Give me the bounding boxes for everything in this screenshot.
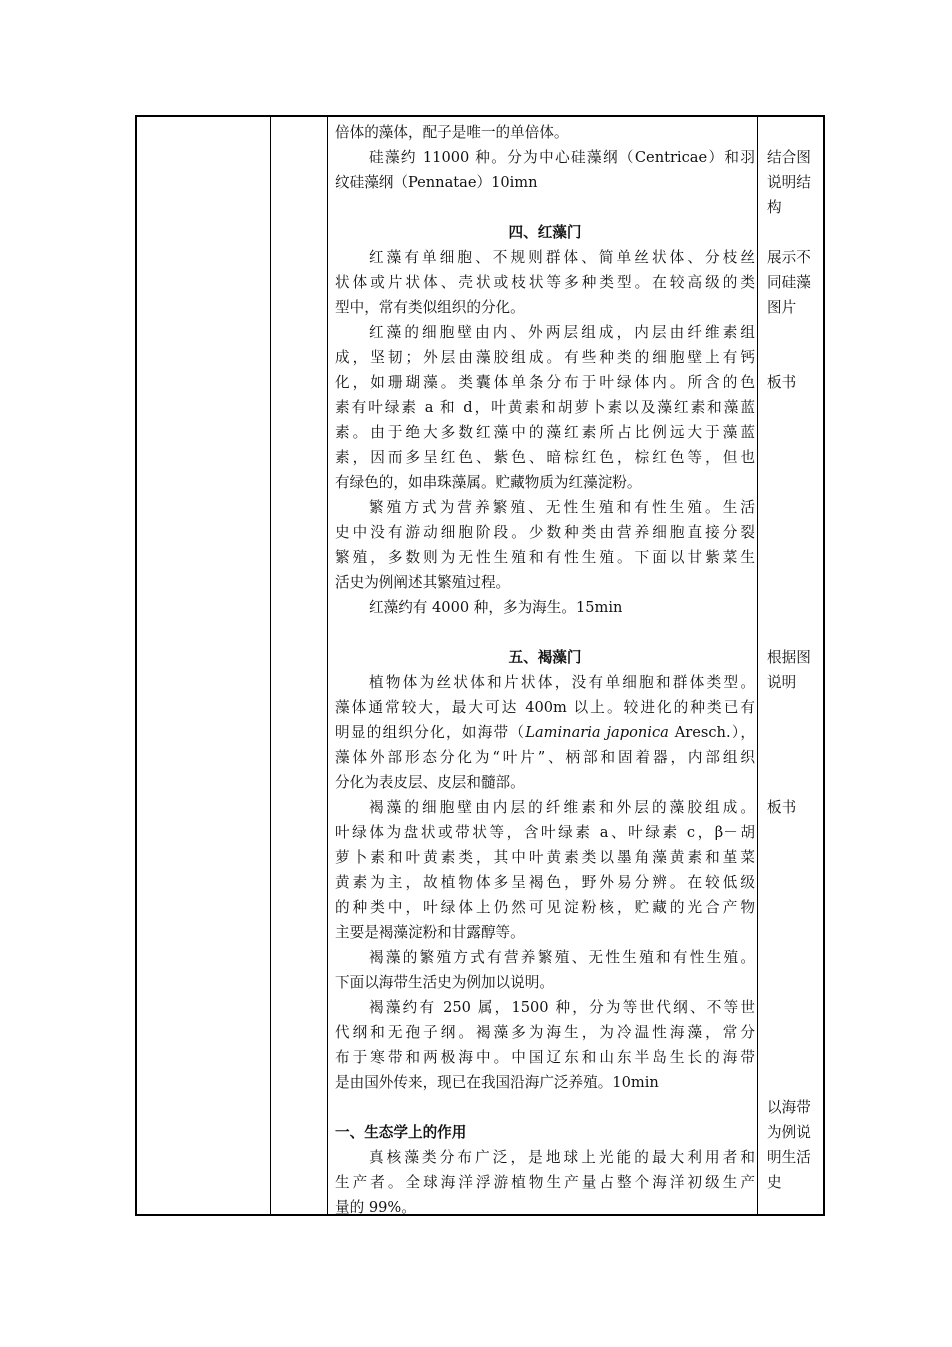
paragraph-line: 的种类中，叶绿体上仍然可见淀粉核，贮藏的光合产物 xyxy=(335,899,755,916)
paragraph-line: 有绿色的，如串珠藻属。贮藏物质为红藻淀粉。 xyxy=(335,474,642,491)
paragraph-line: 褐藻约有 250 属，1500 种，分为等世代纲、不等世 xyxy=(369,999,755,1016)
note-blackboard: 板书 xyxy=(767,374,797,391)
paragraph-line: 纹硅藻纲（Pennatae）10imn xyxy=(335,174,538,191)
paragraph-line: 植物体为丝状体和片状体，没有单细胞和群体类型。 xyxy=(369,674,755,691)
paragraph-line: 黄素为主，故植物体多呈褐色，野外易分辨。在较低级 xyxy=(335,874,755,891)
paragraph-line: 繁殖方式为营养繁殖、无性生殖和有性生殖。生活 xyxy=(369,499,755,516)
paragraph-line: 成，坚韧；外层由藻胶组成。有些种类的细胞壁上有钙 xyxy=(335,349,755,366)
paragraph-line: 布于寒带和两极海中。中国辽东和山东半岛生长的海带 xyxy=(335,1049,755,1066)
paragraph-line: 倍体的藻体，配子是唯一的单倍体。 xyxy=(335,124,569,141)
content-column xyxy=(335,120,755,1220)
note-diatom-images: 展示不同硅藻图片 xyxy=(767,249,811,316)
paragraph-line: 主要是褐藻淀粉和甘露醇等。 xyxy=(335,924,525,941)
paragraph-line: 史中没有游动细胞阶段。少数种类由营养细胞直接分裂 xyxy=(335,524,755,541)
paragraph-line: 红藻约有 4000 种，多为海生。15min xyxy=(369,599,623,616)
paragraph-line: 萝卜素和叶黄素类，其中叶黄素类以墨角藻黄素和堇菜 xyxy=(335,849,755,866)
paragraph-line: 活史为例阐述其繁殖过程。 xyxy=(335,574,511,591)
paragraph-line: 硅藻约 11000 种。分为中心硅藻纲（Centricae）和羽 xyxy=(369,149,755,166)
note-structure: 结合图说明结构 xyxy=(767,149,811,216)
paragraph-line: 红藻的细胞壁由内、外两层组成，内层由纤维素组 xyxy=(369,324,755,341)
section-heading-brown-algae: 五、褐藻门 xyxy=(508,649,582,666)
note-blackboard: 板书 xyxy=(767,799,797,816)
paragraph-line: 素。由于绝大多数红藻中的藻红素所占比例远大于藻蓝 xyxy=(335,424,755,441)
paragraph-line: 真核藻类分布广泛，是地球上光能的最大利用者和 xyxy=(369,1149,755,1166)
paragraph-line: 素有叶绿素 a 和 d，叶黄素和胡萝卜素以及藻红素和藻蓝 xyxy=(335,399,755,416)
paragraph-line: 褐藻的繁殖方式有营养繁殖、无性生殖和有性生殖。 xyxy=(369,949,755,966)
section-heading-ecology: 一、生态学上的作用 xyxy=(335,1124,467,1141)
paragraph-line: 状体或片状体、壳状或枝状等多种类型。在较高级的类 xyxy=(335,274,755,291)
paragraph-line: 红藻有单细胞、不规则群体、简单丝状体、分枝丝 xyxy=(369,249,755,266)
note-kelp-life-cycle: 以海带为例说明生活史 xyxy=(767,1099,811,1191)
paragraph-line: 代纲和无孢子纲。褐藻多为海生，为冷温性海藻，常分 xyxy=(335,1024,755,1041)
paragraph-line: 藻体外部形态分化为“叶片”、柄部和固着器，内部组织 xyxy=(335,749,755,766)
species-name: Laminaria japonica xyxy=(525,724,669,741)
note-figure: 根据图说明 xyxy=(767,649,811,691)
paragraph-line: 下面以海带生活史为例加以说明。 xyxy=(335,974,554,991)
paragraph-line: 叶绿体为盘状或带状等，含叶绿素 a、叶绿素 c，β－胡 xyxy=(335,824,755,841)
section-heading-red-algae: 四、红藻门 xyxy=(508,224,582,241)
paragraph-line: 化，如珊瑚藻。类囊体单条分布于叶绿体内。所含的色 xyxy=(335,374,755,391)
column-divider xyxy=(757,117,758,1214)
paragraph-line: 褐藻的细胞壁由内层的纤维素和外层的藻胶组成。 xyxy=(369,799,755,816)
paragraph-line: 明显的组织分化，如海带（Laminaria japonica Aresch.）， xyxy=(335,724,755,741)
paragraph-line: 生产者。全球海洋浮游植物生产量占整个海洋初级生产 xyxy=(335,1174,755,1191)
column-divider xyxy=(270,117,271,1214)
paragraph-line: 是由国外传来，现已在我国沿海广泛养殖。10min xyxy=(335,1074,659,1091)
lesson-plan-table xyxy=(135,115,825,1216)
paragraph-line: 素，因而多呈红色、紫色、暗棕红色，棕红色等，但也 xyxy=(335,449,755,466)
paragraph-line: 分化为表皮层、皮层和髓部。 xyxy=(335,774,525,791)
column-divider xyxy=(327,117,328,1214)
paragraph-line: 藻体通常较大，最大可达 400m 以上。较进化的种类已有 xyxy=(335,699,755,716)
paragraph-line: 型中，常有类似组织的分化。 xyxy=(335,299,525,316)
paragraph-line: 繁殖，多数则为无性生殖和有性生殖。下面以甘紫菜生 xyxy=(335,549,755,566)
paragraph-line: 量的 99%。 xyxy=(335,1199,416,1216)
